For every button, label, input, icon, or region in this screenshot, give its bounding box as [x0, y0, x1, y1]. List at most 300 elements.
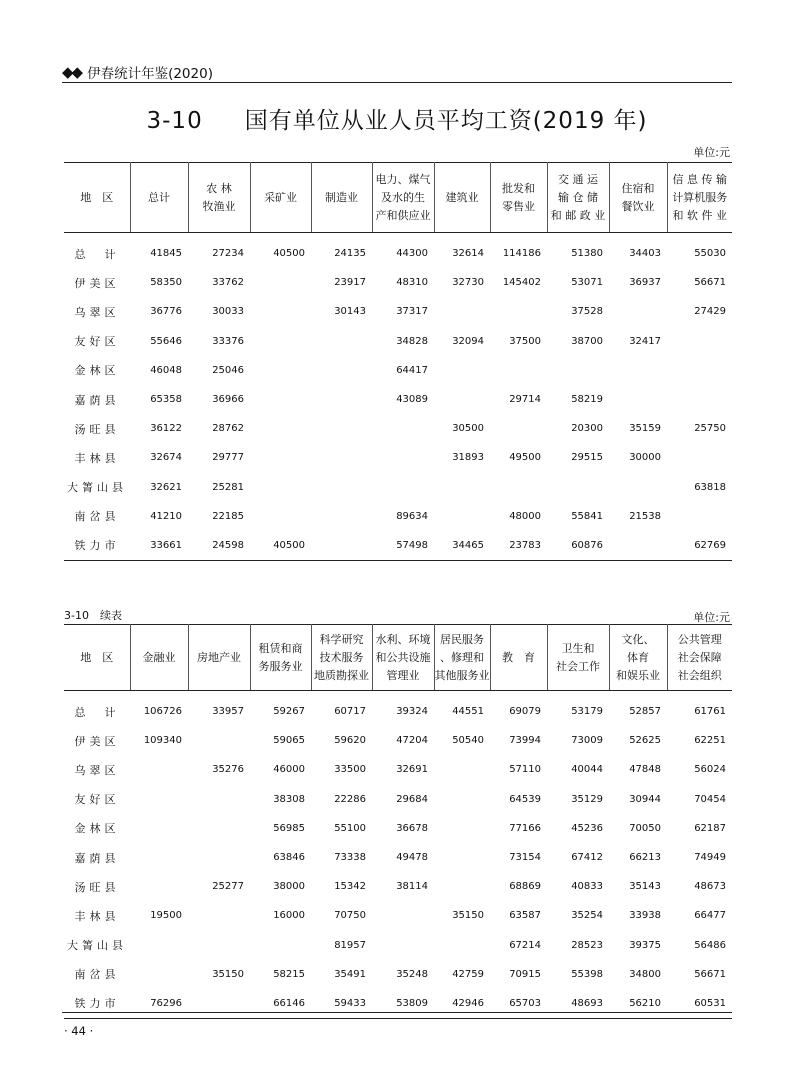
- diamond-bullets-icon: ◆◆: [62, 62, 82, 81]
- wage-cell: 66213: [629, 852, 661, 864]
- table-row: [64, 414, 732, 443]
- wage-cell: [372, 931, 434, 960]
- wage-cell: 25281: [212, 481, 244, 493]
- row-region: 总 计: [74, 705, 120, 719]
- wage-cell: [188, 989, 250, 1019]
- row-region: 丰林县: [74, 909, 120, 923]
- wage-cell: 60717: [334, 706, 366, 718]
- wage-cell: 15342: [334, 881, 366, 893]
- wage-cell: 31893: [452, 452, 484, 464]
- wage-cell: 30033: [212, 306, 244, 318]
- column-header: 水利、环境 和公共设施 管理业: [372, 625, 434, 691]
- wage-cell: 20300: [571, 423, 603, 435]
- wage-cell: 46000: [273, 764, 305, 776]
- wage-cell: 56671: [694, 277, 726, 289]
- wage-cell: 68869: [509, 881, 541, 893]
- wage-cell: [372, 473, 434, 502]
- wage-cell: [188, 931, 250, 960]
- unit-label-1: 单位:元: [693, 146, 730, 159]
- wage-cell: [250, 268, 311, 297]
- column-header: 农 林 牧渔业: [188, 163, 250, 233]
- wage-cell: 49478: [396, 852, 428, 864]
- row-region: 大箐山县: [67, 481, 127, 495]
- wage-cell: 38308: [273, 793, 305, 805]
- wage-cell: [434, 473, 490, 502]
- table-row: [64, 233, 732, 269]
- wage-cell: 70750: [334, 910, 366, 922]
- wage-cell: 60876: [547, 531, 609, 561]
- wage-cell: [490, 356, 547, 385]
- table-title: 国有单位从业人员平均工资(2019 年): [244, 108, 648, 134]
- wage-cell: 25750: [694, 423, 726, 435]
- wage-cell: [434, 931, 490, 960]
- wage-cell: [188, 726, 250, 755]
- table-row: [64, 726, 732, 755]
- wage-cell: 73154: [509, 852, 541, 864]
- wage-cell: 59065: [273, 735, 305, 747]
- wage-cell: 24135: [334, 248, 366, 260]
- row-region: 嘉荫县: [74, 393, 120, 407]
- row-region: 伊美区: [74, 734, 120, 748]
- wage-cell: 48000: [509, 510, 541, 522]
- column-header: 制造业: [311, 163, 372, 233]
- wage-cell: 56486: [694, 939, 726, 951]
- wage-cell: 63846: [273, 852, 305, 864]
- wage-cell: 25046: [212, 364, 244, 376]
- wage-cell: 52857: [629, 706, 661, 718]
- wage-cell: 29515: [571, 452, 603, 464]
- wage-cell: 81957: [334, 939, 366, 951]
- wage-cell: 89634: [396, 510, 428, 522]
- wage-cell: 37317: [396, 306, 428, 318]
- wage-cell: [250, 414, 311, 443]
- wage-cell: 56985: [273, 822, 305, 834]
- column-header: 信 息 传 输 计算机服务 和 软 件 业: [667, 163, 732, 233]
- wage-cell: [434, 356, 490, 385]
- wage-cell: 32614: [452, 248, 484, 260]
- column-header: 房地产业: [188, 625, 250, 691]
- table-row: [64, 268, 732, 297]
- wage-cell: [311, 443, 372, 472]
- wage-cell: 62769: [667, 531, 732, 561]
- wage-cell: 29684: [396, 793, 428, 805]
- wage-cell: 35129: [571, 793, 603, 805]
- wage-cell: 106726: [143, 706, 182, 718]
- wage-cell: [250, 443, 311, 472]
- wage-cell: [547, 356, 609, 385]
- table-row: [64, 356, 732, 385]
- wage-cell: [188, 901, 250, 930]
- wage-cell: 73338: [334, 852, 366, 864]
- wage-cell: [434, 843, 490, 872]
- wage-cell: [250, 502, 311, 531]
- wage-cell: 34403: [629, 248, 661, 260]
- wage-cell: 34800: [629, 968, 661, 980]
- wage-cell: [130, 785, 188, 814]
- wage-cell: 32417: [629, 335, 661, 347]
- wage-cell: [434, 872, 490, 901]
- column-header: 居民服务 、修理和 其他服务业: [434, 625, 490, 691]
- wage-cell: 53809: [372, 989, 434, 1019]
- unit-label-2: 单位:元: [693, 611, 730, 624]
- wage-cell: 36122: [150, 423, 182, 435]
- wage-cell: [609, 385, 667, 414]
- wage-cell: [250, 297, 311, 326]
- wage-cell: 53179: [571, 706, 603, 718]
- table-number: 3-10: [146, 108, 203, 134]
- wage-table-1: [64, 162, 732, 561]
- wage-cell: [609, 356, 667, 385]
- wage-cell: 67214: [509, 939, 541, 951]
- table-row: [64, 843, 732, 872]
- wage-cell: [311, 414, 372, 443]
- wage-cell: 73994: [509, 735, 541, 747]
- wage-cell: 28762: [212, 423, 244, 435]
- wage-cell: 56024: [694, 764, 726, 776]
- book-title: 伊春统计年鉴(2020): [87, 66, 213, 82]
- wage-cell: 19500: [150, 910, 182, 922]
- column-header: 住宿和 餐饮业: [609, 163, 667, 233]
- wage-cell: 27429: [694, 306, 726, 318]
- row-region: 乌翠区: [74, 305, 120, 319]
- wage-cell: 58219: [571, 394, 603, 406]
- wage-cell: 32094: [452, 335, 484, 347]
- wage-cell: 55100: [334, 822, 366, 834]
- row-region: 铁力市: [64, 531, 130, 561]
- wage-cell: 30944: [629, 793, 661, 805]
- page-title: [0, 102, 794, 135]
- wage-cell: 47204: [396, 735, 428, 747]
- wage-cell: [188, 785, 250, 814]
- wage-cell: 37500: [509, 335, 541, 347]
- wage-cell: 35150: [212, 968, 244, 980]
- table-row: [64, 814, 732, 843]
- wage-cell: 66146: [250, 989, 311, 1019]
- column-header: 批发和 零售业: [490, 163, 547, 233]
- wage-cell: 69079: [509, 706, 541, 718]
- wage-cell: 36966: [212, 394, 244, 406]
- wage-cell: 16000: [273, 910, 305, 922]
- wage-cell: 25277: [212, 881, 244, 893]
- wage-cell: 36937: [629, 277, 661, 289]
- wage-cell: 145402: [502, 277, 541, 289]
- wage-cell: 41845: [150, 248, 182, 260]
- row-region: 嘉荫县: [74, 851, 120, 865]
- wage-cell: 48310: [396, 277, 428, 289]
- wage-cell: 43089: [396, 394, 428, 406]
- wage-cell: 33500: [334, 764, 366, 776]
- wage-cell: 59433: [311, 989, 372, 1019]
- wage-cell: 41210: [150, 510, 182, 522]
- wage-cell: 30000: [629, 452, 661, 464]
- row-region: 金林区: [74, 822, 120, 836]
- wage-cell: 51380: [571, 248, 603, 260]
- wage-cell: [130, 960, 188, 989]
- wage-cell: 55646: [150, 335, 182, 347]
- table-row: [64, 872, 732, 901]
- row-region: 丰林县: [74, 451, 120, 465]
- wage-cell: [667, 443, 732, 472]
- wage-cell: 59267: [273, 706, 305, 718]
- wage-cell: 63587: [509, 910, 541, 922]
- table-row: [64, 901, 732, 930]
- wage-cell: 38000: [273, 881, 305, 893]
- wage-cell: [130, 755, 188, 784]
- column-header-region: 地 区: [64, 163, 130, 233]
- wage-cell: 64539: [509, 793, 541, 805]
- wage-cell: [311, 385, 372, 414]
- column-header: 采矿业: [250, 163, 311, 233]
- wage-cell: [372, 901, 434, 930]
- table-row: [64, 755, 732, 784]
- table-row: [64, 473, 732, 502]
- wage-cell: 55030: [694, 248, 726, 260]
- table-row: [64, 297, 732, 326]
- wage-cell: 35248: [396, 968, 428, 980]
- wage-cell: 32621: [150, 481, 182, 493]
- wage-cell: 63818: [694, 481, 726, 493]
- wage-cell: 35276: [212, 764, 244, 776]
- wage-cell: [609, 531, 667, 561]
- wage-cell: [250, 327, 311, 356]
- wage-cell: 70454: [694, 793, 726, 805]
- wage-cell: 42759: [452, 968, 484, 980]
- wage-cell: 44300: [396, 248, 428, 260]
- wage-cell: 62251: [694, 735, 726, 747]
- wage-cell: 57110: [509, 764, 541, 776]
- wage-cell: 32674: [150, 452, 182, 464]
- wage-cell: [250, 931, 311, 960]
- wage-cell: 55841: [571, 510, 603, 522]
- wage-cell: 65358: [150, 394, 182, 406]
- wage-cell: 45236: [571, 822, 603, 834]
- wage-cell: [130, 843, 188, 872]
- table-row: [64, 989, 732, 1019]
- wage-cell: 66477: [694, 910, 726, 922]
- column-header-region: 地 区: [64, 625, 130, 691]
- wage-cell: 56210: [609, 989, 667, 1019]
- row-region: 南岔县: [74, 968, 120, 982]
- table-row: [64, 327, 732, 356]
- row-region: 伊美区: [74, 276, 120, 290]
- wage-cell: 24598: [188, 531, 250, 561]
- wage-cell: 23783: [490, 531, 547, 561]
- row-region: 汤旺县: [74, 880, 120, 894]
- wage-cell: [667, 327, 732, 356]
- wage-cell: [609, 297, 667, 326]
- wage-cell: [490, 473, 547, 502]
- column-header: 教 育: [490, 625, 547, 691]
- wage-cell: 70050: [629, 822, 661, 834]
- row-region: 乌翠区: [74, 763, 120, 777]
- wage-cell: 39375: [629, 939, 661, 951]
- wage-cell: 47848: [629, 764, 661, 776]
- wage-cell: 33661: [130, 531, 188, 561]
- wage-cell: 33376: [212, 335, 244, 347]
- column-header: 卫生和 社会工作: [547, 625, 609, 691]
- wage-cell: 37528: [571, 306, 603, 318]
- wage-cell: [609, 473, 667, 502]
- column-header: 电力、煤气 及水的生 产和供应业: [372, 163, 434, 233]
- wage-cell: 52625: [629, 735, 661, 747]
- wage-cell: 73009: [571, 735, 603, 747]
- wage-cell: 29777: [212, 452, 244, 464]
- wage-cell: 33938: [629, 910, 661, 922]
- wage-cell: [250, 356, 311, 385]
- bottom-rule: [62, 1012, 732, 1013]
- column-header: 科学研究 技术服务 地质勘探业: [311, 625, 372, 691]
- wage-cell: 33957: [212, 706, 244, 718]
- row-region: 总 计: [74, 247, 120, 261]
- wage-cell: [188, 814, 250, 843]
- column-header: 金融业: [130, 625, 188, 691]
- wage-cell: 67412: [571, 852, 603, 864]
- wage-cell: [188, 843, 250, 872]
- running-header: [62, 62, 213, 82]
- wage-cell: 53071: [571, 277, 603, 289]
- wage-cell: 35254: [571, 910, 603, 922]
- table-row: [64, 502, 732, 531]
- wage-cell: 40500: [273, 248, 305, 260]
- wage-cell: [130, 872, 188, 901]
- wage-cell: 62187: [694, 822, 726, 834]
- wage-cell: [434, 502, 490, 531]
- wage-cell: [490, 297, 547, 326]
- wage-cell: [311, 473, 372, 502]
- wage-cell: 58350: [150, 277, 182, 289]
- wage-cell: 40044: [571, 764, 603, 776]
- wage-cell: [490, 414, 547, 443]
- wage-cell: 49500: [509, 452, 541, 464]
- wage-cell: 70915: [509, 968, 541, 980]
- wage-cell: 30500: [452, 423, 484, 435]
- wage-cell: 34828: [396, 335, 428, 347]
- wage-cell: 60531: [667, 989, 732, 1019]
- wage-cell: [250, 385, 311, 414]
- row-region: 友好区: [74, 793, 120, 807]
- wage-cell: 109340: [143, 735, 182, 747]
- wage-cell: [130, 814, 188, 843]
- wage-cell: [434, 385, 490, 414]
- wage-cell: 35159: [629, 423, 661, 435]
- wage-cell: [311, 502, 372, 531]
- column-header: 文化、 体育 和娱乐业: [609, 625, 667, 691]
- wage-cell: 76296: [130, 989, 188, 1019]
- table-row: [64, 960, 732, 989]
- wage-cell: 38114: [396, 881, 428, 893]
- wage-cell: 74949: [694, 852, 726, 864]
- wage-cell: 77166: [509, 822, 541, 834]
- wage-cell: [130, 931, 188, 960]
- wage-cell: 48673: [694, 881, 726, 893]
- wage-cell: 42946: [434, 989, 490, 1019]
- wage-cell: 64417: [396, 364, 428, 376]
- row-region: 大箐山县: [67, 939, 127, 953]
- wage-cell: 39324: [396, 706, 428, 718]
- row-region: 金林区: [74, 364, 120, 378]
- wage-cell: 57498: [372, 531, 434, 561]
- table-row: [64, 385, 732, 414]
- wage-cell: 23917: [334, 277, 366, 289]
- wage-cell: [547, 473, 609, 502]
- wage-cell: 32691: [396, 764, 428, 776]
- table-row: [64, 443, 732, 472]
- table-row: [64, 785, 732, 814]
- wage-cell: 22185: [212, 510, 244, 522]
- wage-cell: 65703: [490, 989, 547, 1019]
- wage-table-2: [64, 624, 732, 1019]
- wage-cell: [372, 443, 434, 472]
- column-header: 建筑业: [434, 163, 490, 233]
- continued-label: 3-10 续表: [64, 609, 122, 622]
- wage-cell: [311, 356, 372, 385]
- wage-cell: 35150: [452, 910, 484, 922]
- wage-cell: [434, 755, 490, 784]
- wage-cell: 27234: [212, 248, 244, 260]
- wage-cell: 56671: [694, 968, 726, 980]
- table-row: [64, 931, 732, 960]
- wage-cell: [311, 327, 372, 356]
- wage-cell: 50540: [452, 735, 484, 747]
- wage-cell: 38700: [571, 335, 603, 347]
- wage-cell: 46048: [150, 364, 182, 376]
- column-header: 公共管理 社会保障 社会组织: [667, 625, 732, 691]
- wage-cell: [667, 385, 732, 414]
- wage-cell: 40500: [250, 531, 311, 561]
- wage-cell: 21538: [629, 510, 661, 522]
- wage-cell: [434, 785, 490, 814]
- wage-cell: 32730: [452, 277, 484, 289]
- wage-cell: 34465: [434, 531, 490, 561]
- wage-cell: [667, 502, 732, 531]
- wage-cell: 36776: [150, 306, 182, 318]
- wage-cell: 35491: [334, 968, 366, 980]
- row-region: 铁力市: [64, 989, 130, 1019]
- wage-cell: [372, 414, 434, 443]
- wage-cell: 55398: [571, 968, 603, 980]
- table-row: [64, 531, 732, 561]
- page-number: · 44 ·: [64, 1024, 94, 1038]
- wage-cell: [434, 297, 490, 326]
- wage-cell: 58215: [273, 968, 305, 980]
- row-region: 汤旺县: [74, 422, 120, 436]
- wage-cell: 35143: [629, 881, 661, 893]
- column-header: 租赁和商 务服务业: [250, 625, 311, 691]
- row-region: 南岔县: [74, 510, 120, 524]
- wage-cell: [250, 473, 311, 502]
- wage-cell: 48693: [547, 989, 609, 1019]
- wage-cell: 61761: [694, 706, 726, 718]
- wage-cell: 29714: [509, 394, 541, 406]
- wage-cell: 59620: [334, 735, 366, 747]
- column-header: 交 通 运 输 仓 储 和 邮 政 业: [547, 163, 609, 233]
- column-header: 总计: [130, 163, 188, 233]
- wage-cell: 28523: [571, 939, 603, 951]
- wage-cell: [667, 356, 732, 385]
- wage-cell: [311, 531, 372, 561]
- wage-cell: 36678: [396, 822, 428, 834]
- row-region: 友好区: [74, 335, 120, 349]
- wage-cell: 44551: [452, 706, 484, 718]
- table-row: [64, 691, 732, 727]
- wage-cell: [434, 814, 490, 843]
- wage-cell: 114186: [502, 248, 541, 260]
- wage-cell: 40833: [571, 881, 603, 893]
- wage-cell: 30143: [334, 306, 366, 318]
- wage-cell: 33762: [212, 277, 244, 289]
- header-rule: [62, 82, 732, 83]
- wage-cell: 22286: [334, 793, 366, 805]
